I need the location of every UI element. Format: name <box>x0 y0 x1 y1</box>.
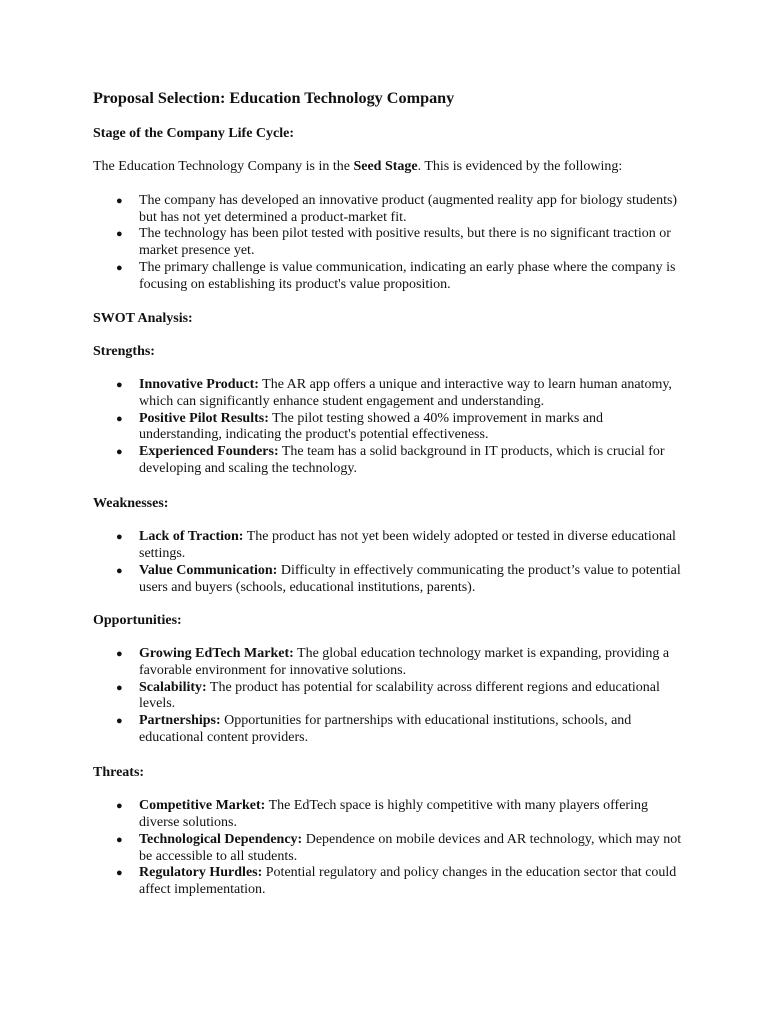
threats-list <box>93 798 683 898</box>
list-item-text: The product has not yet been widely adopted or tested in diverse educational settings. <box>139 529 676 562</box>
list-item-label: Experienced Founders: <box>139 444 279 460</box>
bullet-icon: ● <box>116 531 123 544</box>
stage-paragraph-bold: Seed Stage <box>353 159 418 174</box>
list-item <box>93 832 683 865</box>
stage-paragraph-pre: The Education Technology Company is in the <box>93 159 354 174</box>
bullet-icon: ● <box>116 564 123 577</box>
list-item-text: The primary challenge is value communication, indicating an early phase where the company is focusing on establishing its product's value proposition. <box>139 259 676 292</box>
list-item <box>93 444 683 477</box>
document-content <box>93 88 683 899</box>
bullet-icon: ● <box>116 648 123 661</box>
list-item-text: The product has potential for scalability across different regions and educational levels. <box>139 679 660 712</box>
list-item <box>93 713 683 746</box>
weaknesses-list <box>93 529 683 596</box>
list-item-text: The pilot testing showed a 40% improvement in marks and understanding, indicating the product's potential effectiveness. <box>139 410 604 443</box>
list-item-label: Competitive Market: <box>139 798 266 814</box>
list-item-label: Lack of Traction: <box>139 529 244 545</box>
stage-paragraph-post: . This is evidenced by the following: <box>417 159 623 174</box>
list-item-text: Potential regulatory and policy changes in the education sector that could affect implementation. <box>139 865 677 897</box>
list-item <box>93 260 683 293</box>
list-item <box>93 798 683 831</box>
bullet-icon: ● <box>116 715 123 728</box>
threats-heading: Threats: <box>93 765 145 781</box>
list-item-text: The team has a solid background in IT products, which is crucial for developing and scaling the technology. <box>139 444 665 476</box>
bullet-icon: ● <box>116 261 123 274</box>
bullet-icon: ● <box>116 195 123 207</box>
document-title: Proposal Selection: Education Technology Company <box>93 89 455 107</box>
swot-heading: SWOT Analysis: <box>93 311 193 327</box>
list-item-label: Positive Pilot Results: <box>139 410 269 426</box>
list-item <box>93 865 683 898</box>
bullet-icon: ● <box>116 379 123 392</box>
list-item-text: The EdTech space is highly competitive with many players offering diverse solutions. <box>139 798 648 831</box>
list-item <box>93 193 683 226</box>
stage-bullet-list <box>93 193 683 293</box>
bullet-icon: ● <box>116 446 123 459</box>
opportunities-heading: Opportunities: <box>93 613 182 629</box>
list-item-text: The company has developed an innovative product (augmented reality app for biology students) but has not yet determined a product-market fit. <box>139 193 678 225</box>
list-item <box>93 226 683 259</box>
list-item-label: Regulatory Hurdles: <box>139 865 263 881</box>
opportunities-list <box>93 646 683 746</box>
bullet-icon: ● <box>116 228 123 241</box>
bullet-icon: ● <box>116 800 123 813</box>
bullet-icon: ● <box>116 867 123 880</box>
list-item-label: Scalability: <box>139 679 207 695</box>
bullet-icon: ● <box>116 833 123 846</box>
list-item-text: The global education technology market is expanding, providing a favorable environment for innovative solutions. <box>139 646 670 678</box>
list-item-text: The technology has been pilot tested with positive results, but there is no significant traction or market presence yet. <box>139 226 671 259</box>
list-item <box>93 377 683 410</box>
list-item <box>93 680 683 713</box>
stage-heading: Stage of the Company Life Cycle: <box>93 126 295 141</box>
list-item <box>93 411 683 444</box>
weaknesses-heading: Weaknesses: <box>93 496 169 512</box>
list-item-text: The AR app offers a unique and interactive way to learn human anatomy, which can significantly enhance student engagement and understanding. <box>139 377 672 409</box>
list-item-text: Dependence on mobile devices and AR technology, which may not be accessible to all students. <box>139 831 682 864</box>
strengths-list <box>93 377 683 477</box>
list-item-label: Innovative Product: <box>139 377 259 393</box>
list-item-label: Value Communication: <box>139 562 278 578</box>
list-item <box>93 563 683 596</box>
list-item-label: Growing EdTech Market: <box>139 646 294 662</box>
list-item <box>93 646 683 679</box>
list-item-label: Technological Dependency: <box>139 831 303 847</box>
stage-paragraph <box>93 158 683 175</box>
list-item-text: Difficulty in effectively communicating the product’s value to potential users and buyers (schools, educational institutions, parents). <box>139 562 681 595</box>
list-item <box>93 529 683 562</box>
list-item-label: Partnerships: <box>139 713 221 729</box>
strengths-heading: Strengths: <box>93 344 155 360</box>
bullet-icon: ● <box>116 412 123 425</box>
list-item-text: Opportunities for partnerships with educational institutions, schools, and educational content providers. <box>139 713 632 745</box>
bullet-icon: ● <box>116 681 123 694</box>
